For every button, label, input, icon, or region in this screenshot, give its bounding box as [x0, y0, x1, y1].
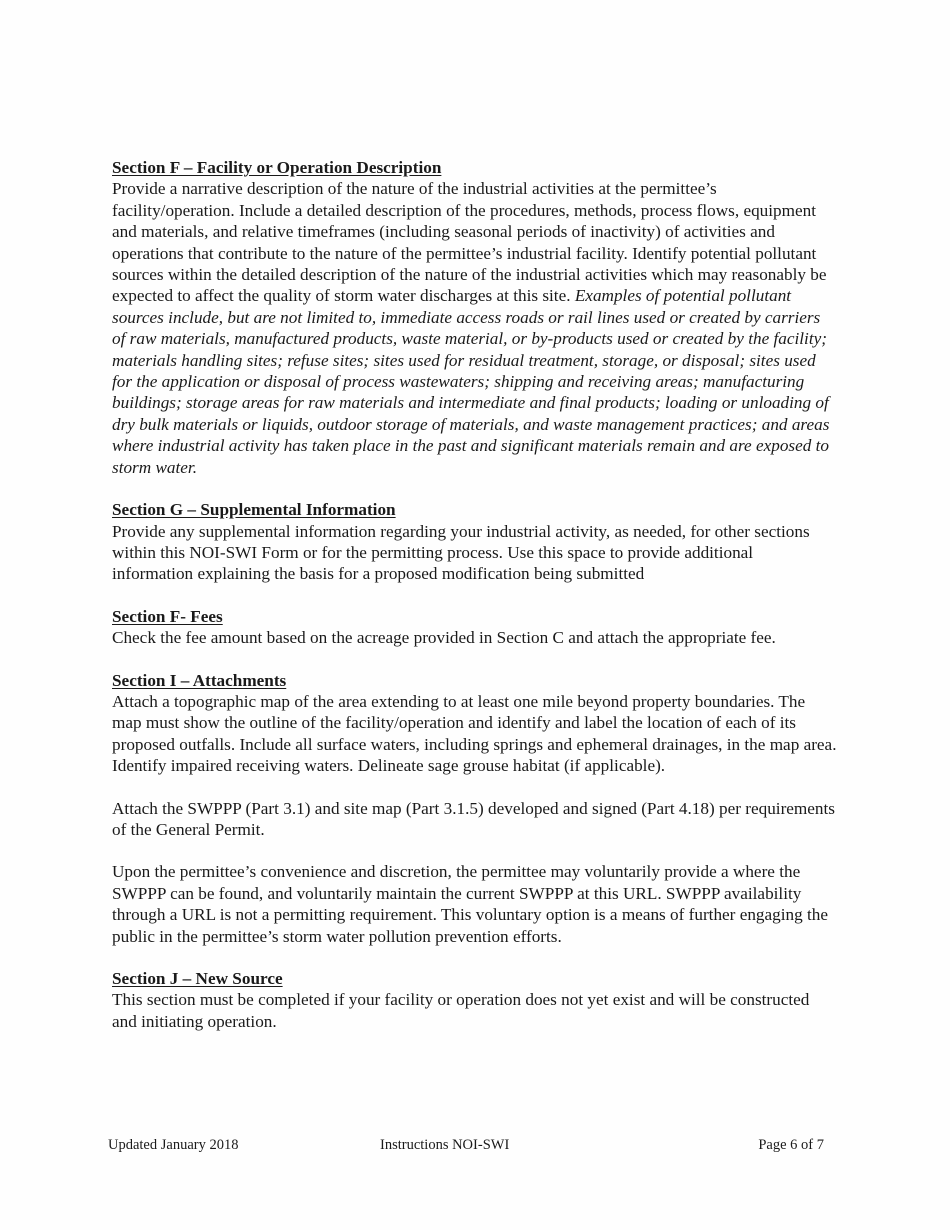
section-i-heading: Section I – Attachments: [112, 670, 287, 690]
footer-document-title: Instructions NOI-SWI: [380, 1137, 510, 1153]
section-i-paragraph-2: Attach the SWPPP (Part 3.1) and site map (Part 3.1.5) developed and signed (Part 4.18) per requirements of the General Permit.: [112, 798, 835, 839]
section-fees-heading: Section F- Fees: [112, 606, 223, 626]
section-g-text: Provide any supplemental information regarding your industrial activity, as needed, for other sections within this NOI-SWI Form or for the permitting process. Use this space to provide additional information explaining the basis for a proposed modification being submitted: [112, 521, 810, 584]
section-j-text: This section must be completed if your facility or operation does not yet exist and will be constructed and initiating operation.: [112, 990, 810, 1031]
section-i-paragraph-3: Upon the permittee’s convenience and discretion, the permittee may voluntarily provide a where the SWPPP can be found, and voluntarily maintain the current SWPPP at this URL. SWPPP availability through a URL is not a permitting requirement. This voluntary option is a means of further engaging the public in the permittee’s storm water pollution prevention efforts.: [112, 862, 828, 946]
section-fees: [112, 606, 837, 649]
section-f-heading: Section F – Facility or Operation Description: [112, 158, 442, 177]
footer-page-number: Page 6 of 7: [758, 1137, 824, 1153]
section-fees-text: Check the fee amount based on the acreage provided in Section C and attach the appropriate fee.: [112, 628, 776, 648]
section-g-heading: Section G – Supplemental Information: [112, 500, 396, 520]
section-j: [112, 968, 837, 1032]
section-f: [112, 157, 837, 478]
document-body: [112, 157, 837, 1032]
section-f-examples-text: Examples of potential pollutant sources include, but are not limited to, immediate access roads or rail lines used or created by carriers of raw materials, manufactured products, waste material, or by-products used or created by the facility; materials handling sites; refuse sites; sites used for residual treatment, storage, or disposal; sites used for the application or disposal of process wastewaters; shipping and receiving areas; manufacturing buildings; storage areas for raw materials and intermediate and final products; loading or unloading of dry bulk materials or liquids, outdoor storage of materials, and waste management practices; and areas where industrial activity has taken place in the past and significant materials remain and are exposed to storm water.: [112, 286, 830, 477]
footer-updated-date: Updated January 2018: [108, 1137, 239, 1153]
section-f-text: [112, 178, 837, 478]
section-g: [112, 499, 837, 585]
section-j-heading: Section J – New Source: [112, 969, 283, 988]
section-i-paragraph-1: Attach a topographic map of the area extending to at least one mile beyond property boundaries. The map must show the outline of the facility/operation and identify and label the location of each of its proposed outfalls. Include all surface waters, including springs and ephemeral drainages, in the map area. Identify impaired receiving waters. Delineate sage grouse habitat (if applicable).: [112, 691, 837, 776]
section-f-plain-text: Provide a narrative description of the nature of the industrial activities at the permittee’s facility/operation. Include a detailed description of the procedures, methods, process flows, equipment and materials, and relative timeframes (including seasonal periods of inactivity) of activities and operations that contribute to the nature of the permittee’s industrial facility. Identify potential pollutant sources within the detailed description of the nature of the industrial activities which may reasonably be expected to affect the quality of storm water discharges at this site.: [112, 179, 827, 306]
section-i: [112, 670, 837, 947]
